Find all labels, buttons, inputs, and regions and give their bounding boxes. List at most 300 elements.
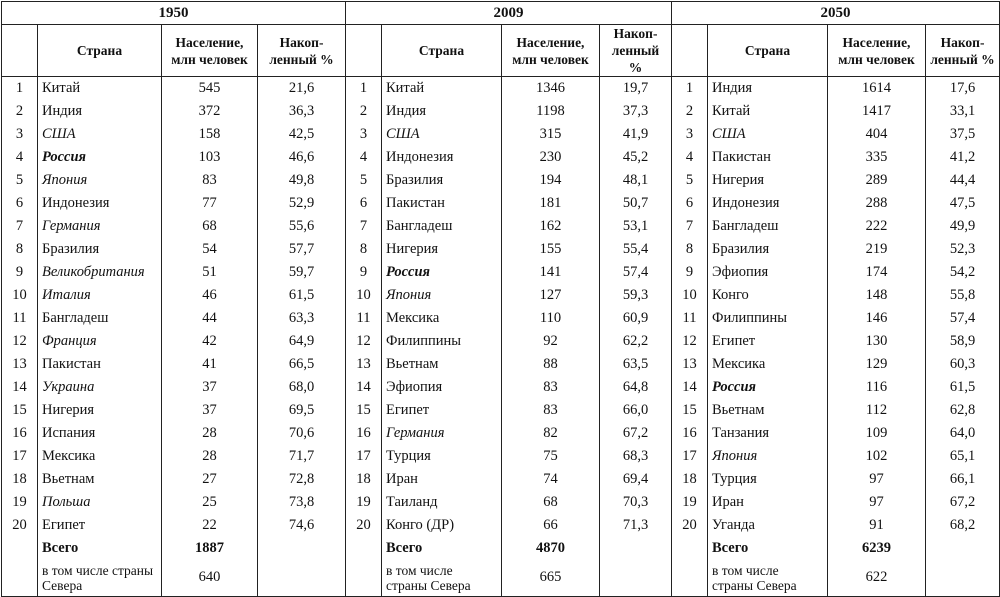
population-table	[1, 1, 1000, 597]
total-rank-cell	[2, 537, 38, 559]
country-cell: Польша	[38, 491, 162, 514]
cumulative-cell: 70,6	[258, 422, 346, 445]
population-cell: 75	[502, 445, 600, 468]
north-rank-cell	[672, 559, 708, 597]
country-column-header: Страна	[708, 25, 828, 77]
year-2009: 2009	[346, 2, 672, 25]
population-cell: 129	[828, 353, 926, 376]
population-column-header: Население, млн человек	[162, 25, 258, 77]
rank-cell: 1	[346, 77, 382, 101]
rank-cell: 16	[2, 422, 38, 445]
country-cell: Германия	[38, 215, 162, 238]
cumulative-cell: 37,3	[600, 100, 672, 123]
rank-cell: 5	[2, 169, 38, 192]
rank-cell: 11	[672, 307, 708, 330]
rank-cell: 16	[672, 422, 708, 445]
cumulative-column-header: Накоп-ленный %	[258, 25, 346, 77]
rank-cell: 20	[346, 514, 382, 537]
country-cell: Танзания	[708, 422, 828, 445]
country-cell: Индонезия	[382, 146, 502, 169]
table-row	[2, 307, 1000, 330]
population-cell: 110	[502, 307, 600, 330]
cumulative-cell: 66,1	[926, 468, 1000, 491]
rank-cell: 17	[346, 445, 382, 468]
country-cell: Япония	[38, 169, 162, 192]
rank-column-header	[346, 25, 382, 77]
north-cumulative-cell	[258, 559, 346, 597]
country-column-header: Страна	[382, 25, 502, 77]
population-cell: 66	[502, 514, 600, 537]
country-cell: Вьетнам	[382, 353, 502, 376]
total-row	[2, 537, 1000, 559]
cumulative-cell: 57,4	[926, 307, 1000, 330]
cumulative-cell: 69,5	[258, 399, 346, 422]
country-column-header: Страна	[38, 25, 162, 77]
north-label	[382, 559, 502, 597]
population-cell: 41	[162, 353, 258, 376]
rank-cell: 10	[2, 284, 38, 307]
rank-cell: 2	[672, 100, 708, 123]
country-cell: Египет	[708, 330, 828, 353]
year-1950: 1950	[2, 2, 346, 25]
cumulative-cell: 64,8	[600, 376, 672, 399]
population-cell: 404	[828, 123, 926, 146]
country-cell: Бангладеш	[38, 307, 162, 330]
cumulative-cell: 54,2	[926, 261, 1000, 284]
total-rank-cell	[346, 537, 382, 559]
rank-cell: 7	[346, 215, 382, 238]
rank-cell: 12	[346, 330, 382, 353]
rank-cell: 19	[346, 491, 382, 514]
population-cell: 27	[162, 468, 258, 491]
north-rank-cell	[2, 559, 38, 597]
cumulative-cell: 52,9	[258, 192, 346, 215]
rank-cell: 19	[672, 491, 708, 514]
cumulative-cell: 67,2	[926, 491, 1000, 514]
north-rank-cell	[346, 559, 382, 597]
rank-cell: 17	[2, 445, 38, 468]
country-cell: Индонезия	[38, 192, 162, 215]
cumulative-cell: 74,6	[258, 514, 346, 537]
country-cell: США	[708, 123, 828, 146]
rank-column-header	[2, 25, 38, 77]
rank-cell: 13	[346, 353, 382, 376]
population-cell: 88	[502, 353, 600, 376]
rank-cell: 14	[346, 376, 382, 399]
rank-cell: 4	[672, 146, 708, 169]
country-cell: Индия	[38, 100, 162, 123]
country-cell: Пакистан	[382, 192, 502, 215]
rank-cell: 11	[346, 307, 382, 330]
rank-cell: 6	[346, 192, 382, 215]
population-cell: 92	[502, 330, 600, 353]
rank-cell: 20	[672, 514, 708, 537]
population-cell: 116	[828, 376, 926, 399]
table-row	[2, 192, 1000, 215]
rank-column-header	[672, 25, 708, 77]
population-cell: 91	[828, 514, 926, 537]
country-cell: Филиппины	[382, 330, 502, 353]
north-label-text: в том числе страны Севера	[42, 562, 154, 593]
total-cumulative-cell	[258, 537, 346, 559]
rank-cell: 1	[672, 77, 708, 101]
cumulative-cell: 42,5	[258, 123, 346, 146]
rank-cell: 4	[2, 146, 38, 169]
country-cell: Эфиопия	[708, 261, 828, 284]
cumulative-cell: 19,7	[600, 77, 672, 101]
country-cell: США	[382, 123, 502, 146]
cumulative-cell: 69,4	[600, 468, 672, 491]
country-cell: Бангладеш	[382, 215, 502, 238]
cumulative-cell: 52,3	[926, 238, 1000, 261]
country-cell: Нигерия	[382, 238, 502, 261]
population-cell: 1614	[828, 77, 926, 101]
country-cell: Италия	[38, 284, 162, 307]
population-cell: 51	[162, 261, 258, 284]
table-row	[2, 261, 1000, 284]
population-cell: 219	[828, 238, 926, 261]
country-cell: Вьетнам	[708, 399, 828, 422]
population-cell: 372	[162, 100, 258, 123]
rank-cell: 8	[2, 238, 38, 261]
rank-cell: 14	[672, 376, 708, 399]
rank-cell: 2	[2, 100, 38, 123]
cumulative-cell: 49,9	[926, 215, 1000, 238]
column-header-row	[2, 25, 1000, 77]
country-cell: Франция	[38, 330, 162, 353]
rank-cell: 8	[672, 238, 708, 261]
population-column-header: Население, млн человек	[828, 25, 926, 77]
cumulative-cell: 57,7	[258, 238, 346, 261]
table-row	[2, 422, 1000, 445]
north-label	[708, 559, 828, 597]
country-cell: Германия	[382, 422, 502, 445]
cumulative-cell: 48,1	[600, 169, 672, 192]
country-cell: Мексика	[382, 307, 502, 330]
rank-cell: 7	[2, 215, 38, 238]
country-cell: Индия	[708, 77, 828, 101]
cumulative-cell: 59,7	[258, 261, 346, 284]
table-row	[2, 330, 1000, 353]
population-cell: 37	[162, 376, 258, 399]
country-cell: Мексика	[708, 353, 828, 376]
population-cell: 82	[502, 422, 600, 445]
country-cell: Конго	[708, 284, 828, 307]
table-row	[2, 468, 1000, 491]
population-cell: 289	[828, 169, 926, 192]
country-cell: Египет	[382, 399, 502, 422]
cumulative-cell: 60,3	[926, 353, 1000, 376]
population-cell: 174	[828, 261, 926, 284]
rank-cell: 12	[672, 330, 708, 353]
total-rank-cell	[672, 537, 708, 559]
population-cell: 148	[828, 284, 926, 307]
country-cell: Мексика	[38, 445, 162, 468]
table-row	[2, 169, 1000, 192]
cumulative-cell: 36,3	[258, 100, 346, 123]
country-cell: Индия	[382, 100, 502, 123]
population-cell: 130	[828, 330, 926, 353]
table-row	[2, 353, 1000, 376]
cumulative-cell: 57,4	[600, 261, 672, 284]
rank-cell: 5	[672, 169, 708, 192]
cumulative-column-header: Накоп-ленный %	[926, 25, 1000, 77]
rank-cell: 9	[2, 261, 38, 284]
cumulative-cell: 58,9	[926, 330, 1000, 353]
country-cell: Китай	[382, 77, 502, 101]
year-2050: 2050	[672, 2, 1000, 25]
country-cell: Нигерия	[708, 169, 828, 192]
country-cell: Турция	[708, 468, 828, 491]
rank-cell: 2	[346, 100, 382, 123]
cumulative-cell: 60,9	[600, 307, 672, 330]
north-label	[38, 559, 162, 597]
country-cell: Бразилия	[382, 169, 502, 192]
country-cell: Таиланд	[382, 491, 502, 514]
table-row	[2, 445, 1000, 468]
rank-cell: 1	[2, 77, 38, 101]
cumulative-cell: 21,6	[258, 77, 346, 101]
table-row	[2, 100, 1000, 123]
cumulative-cell: 70,3	[600, 491, 672, 514]
population-cell: 54	[162, 238, 258, 261]
country-cell: Египет	[38, 514, 162, 537]
population-cell: 141	[502, 261, 600, 284]
country-cell: Бразилия	[38, 238, 162, 261]
population-cell: 103	[162, 146, 258, 169]
cumulative-cell: 61,5	[926, 376, 1000, 399]
cumulative-cell: 17,6	[926, 77, 1000, 101]
year-header-row	[2, 2, 1000, 25]
population-cell: 68	[502, 491, 600, 514]
country-cell: Вьетнам	[38, 468, 162, 491]
north-value: 665	[502, 559, 600, 597]
population-cell: 42	[162, 330, 258, 353]
rank-cell: 10	[346, 284, 382, 307]
table-row	[2, 491, 1000, 514]
population-cell: 44	[162, 307, 258, 330]
table-row	[2, 376, 1000, 399]
population-cell: 162	[502, 215, 600, 238]
population-cell: 335	[828, 146, 926, 169]
cumulative-cell: 63,5	[600, 353, 672, 376]
north-label-text: в том числе страны Севера	[386, 562, 471, 593]
population-cell: 1198	[502, 100, 600, 123]
cumulative-cell: 55,6	[258, 215, 346, 238]
population-cell: 22	[162, 514, 258, 537]
rank-cell: 3	[672, 123, 708, 146]
cumulative-cell: 33,1	[926, 100, 1000, 123]
north-cumulative-cell	[600, 559, 672, 597]
population-cell: 28	[162, 422, 258, 445]
cumulative-cell: 65,1	[926, 445, 1000, 468]
population-cell: 1417	[828, 100, 926, 123]
cumulative-cell: 41,9	[600, 123, 672, 146]
country-cell: Россия	[708, 376, 828, 399]
table-row	[2, 399, 1000, 422]
rank-cell: 20	[2, 514, 38, 537]
population-cell: 68	[162, 215, 258, 238]
rank-cell: 12	[2, 330, 38, 353]
table-row	[2, 123, 1000, 146]
cumulative-cell: 61,5	[258, 284, 346, 307]
rank-cell: 3	[2, 123, 38, 146]
rank-cell: 18	[2, 468, 38, 491]
population-cell: 83	[502, 399, 600, 422]
country-cell: Япония	[382, 284, 502, 307]
country-cell: Пакистан	[38, 353, 162, 376]
country-cell: Конго (ДР)	[382, 514, 502, 537]
rank-cell: 4	[346, 146, 382, 169]
north-countries-row	[2, 559, 1000, 597]
cumulative-cell: 55,4	[600, 238, 672, 261]
cumulative-cell: 49,8	[258, 169, 346, 192]
population-column-header: Население, млн человек	[502, 25, 600, 77]
country-cell: Турция	[382, 445, 502, 468]
country-cell: Нигерия	[38, 399, 162, 422]
rank-cell: 13	[2, 353, 38, 376]
total-value: 4870	[502, 537, 600, 559]
country-cell: Украина	[38, 376, 162, 399]
table-row	[2, 284, 1000, 307]
country-cell: Пакистан	[708, 146, 828, 169]
country-cell: Иран	[382, 468, 502, 491]
population-cell: 97	[828, 468, 926, 491]
rank-cell: 13	[672, 353, 708, 376]
cumulative-cell: 55,8	[926, 284, 1000, 307]
table-row	[2, 77, 1000, 101]
total-cumulative-cell	[600, 537, 672, 559]
country-cell: Россия	[38, 146, 162, 169]
cumulative-cell: 46,6	[258, 146, 346, 169]
cumulative-cell: 66,0	[600, 399, 672, 422]
table-body	[2, 77, 1000, 597]
country-cell: Бразилия	[708, 238, 828, 261]
population-cell: 37	[162, 399, 258, 422]
population-cell: 288	[828, 192, 926, 215]
rank-cell: 19	[2, 491, 38, 514]
population-cell: 97	[828, 491, 926, 514]
cumulative-cell: 68,2	[926, 514, 1000, 537]
rank-cell: 11	[2, 307, 38, 330]
table-row	[2, 238, 1000, 261]
rank-cell: 15	[2, 399, 38, 422]
cumulative-cell: 67,2	[600, 422, 672, 445]
table-row	[2, 215, 1000, 238]
population-cell: 74	[502, 468, 600, 491]
population-cell: 194	[502, 169, 600, 192]
population-cell: 146	[828, 307, 926, 330]
total-value: 1887	[162, 537, 258, 559]
total-label: Всего	[38, 537, 162, 559]
total-label: Всего	[382, 537, 502, 559]
cumulative-cell: 62,2	[600, 330, 672, 353]
country-cell: Испания	[38, 422, 162, 445]
population-cell: 315	[502, 123, 600, 146]
population-cell: 230	[502, 146, 600, 169]
country-cell: Уганда	[708, 514, 828, 537]
cumulative-cell: 68,0	[258, 376, 346, 399]
country-cell: Россия	[382, 261, 502, 284]
rank-cell: 15	[346, 399, 382, 422]
rank-cell: 3	[346, 123, 382, 146]
cumulative-cell: 50,7	[600, 192, 672, 215]
country-cell: Бангладеш	[708, 215, 828, 238]
population-cell: 83	[502, 376, 600, 399]
cumulative-cell: 71,3	[600, 514, 672, 537]
rank-cell: 6	[2, 192, 38, 215]
population-cell: 181	[502, 192, 600, 215]
cumulative-cell: 64,9	[258, 330, 346, 353]
rank-cell: 18	[672, 468, 708, 491]
country-cell: Эфиопия	[382, 376, 502, 399]
country-cell: Филиппины	[708, 307, 828, 330]
rank-cell: 7	[672, 215, 708, 238]
cumulative-cell: 64,0	[926, 422, 1000, 445]
cumulative-cell: 44,4	[926, 169, 1000, 192]
total-cumulative-cell	[926, 537, 1000, 559]
population-cell: 83	[162, 169, 258, 192]
country-cell: Китай	[708, 100, 828, 123]
cumulative-cell: 53,1	[600, 215, 672, 238]
population-cell: 158	[162, 123, 258, 146]
north-cumulative-cell	[926, 559, 1000, 597]
population-cell: 155	[502, 238, 600, 261]
north-label-text: в том числе страны Севера	[712, 562, 797, 593]
rank-cell: 9	[346, 261, 382, 284]
cumulative-cell: 41,2	[926, 146, 1000, 169]
country-cell: США	[38, 123, 162, 146]
cumulative-cell: 71,7	[258, 445, 346, 468]
population-cell: 112	[828, 399, 926, 422]
cumulative-cell: 68,3	[600, 445, 672, 468]
rank-cell: 8	[346, 238, 382, 261]
country-cell: Иран	[708, 491, 828, 514]
rank-cell: 10	[672, 284, 708, 307]
population-cell: 1346	[502, 77, 600, 101]
rank-cell: 5	[346, 169, 382, 192]
country-cell: Индонезия	[708, 192, 828, 215]
population-cell: 222	[828, 215, 926, 238]
cumulative-cell: 45,2	[600, 146, 672, 169]
total-label: Всего	[708, 537, 828, 559]
cumulative-column-header: Накоп-ленный %	[600, 25, 672, 77]
north-value: 622	[828, 559, 926, 597]
north-value: 640	[162, 559, 258, 597]
country-cell: Китай	[38, 77, 162, 101]
cumulative-cell: 72,8	[258, 468, 346, 491]
country-cell: Япония	[708, 445, 828, 468]
rank-cell: 9	[672, 261, 708, 284]
population-cell: 25	[162, 491, 258, 514]
rank-cell: 14	[2, 376, 38, 399]
rank-cell: 6	[672, 192, 708, 215]
table-row	[2, 146, 1000, 169]
cumulative-cell: 62,8	[926, 399, 1000, 422]
population-cell: 77	[162, 192, 258, 215]
cumulative-cell: 59,3	[600, 284, 672, 307]
rank-cell: 17	[672, 445, 708, 468]
cumulative-cell: 47,5	[926, 192, 1000, 215]
population-cell: 102	[828, 445, 926, 468]
country-cell: Великобритания	[38, 261, 162, 284]
rank-cell: 16	[346, 422, 382, 445]
population-cell: 545	[162, 77, 258, 101]
population-cell: 127	[502, 284, 600, 307]
total-value: 6239	[828, 537, 926, 559]
cumulative-cell: 37,5	[926, 123, 1000, 146]
table-row	[2, 514, 1000, 537]
